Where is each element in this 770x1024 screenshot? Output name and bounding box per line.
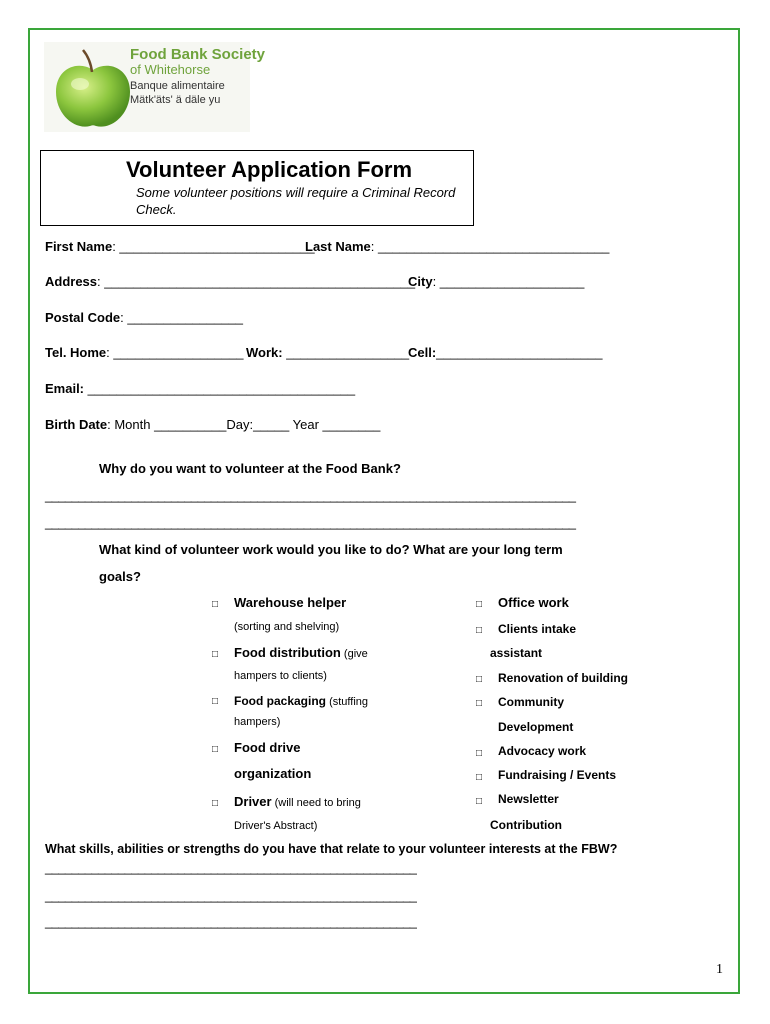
tel-home-label: Tel. Home bbox=[45, 345, 107, 360]
option-community-development-cont: Development bbox=[498, 720, 574, 734]
option-food-packaging-note-cont: hampers) bbox=[234, 716, 281, 728]
page-number: 1 bbox=[716, 962, 723, 977]
last-name-label: Last Name bbox=[305, 239, 371, 254]
postal-code-label: Postal Code bbox=[45, 310, 121, 325]
org-subtitle: of Whitehorse bbox=[130, 62, 211, 77]
last-name-field[interactable]: : ________________________________ bbox=[370, 239, 610, 254]
checkbox-warehouse[interactable]: □ bbox=[212, 599, 219, 610]
cell-row bbox=[408, 345, 602, 360]
option-driver: Driver bbox=[234, 794, 272, 809]
checkbox-fundraising[interactable]: □ bbox=[476, 772, 483, 783]
option-driver-row bbox=[234, 793, 361, 811]
org-name: Food Bank Society bbox=[130, 46, 266, 63]
first-name-field[interactable]: : ___________________________ bbox=[112, 239, 315, 254]
work-phone-label: Work: bbox=[246, 345, 283, 360]
option-warehouse-note: (sorting and shelving) bbox=[234, 621, 340, 633]
option-renovation: Renovation of building bbox=[498, 671, 628, 685]
option-food-packaging-note: (stuffing bbox=[326, 696, 369, 708]
option-advocacy-work: Advocacy work bbox=[498, 744, 587, 758]
option-newsletter-cont: Contribution bbox=[490, 818, 562, 832]
address-field[interactable]: : ___________________________________________ bbox=[97, 274, 416, 289]
city-row bbox=[408, 274, 584, 289]
form-title: Volunteer Application Form bbox=[126, 157, 413, 182]
option-clients-intake: Clients intake bbox=[498, 622, 577, 636]
checkbox-renovation[interactable]: □ bbox=[476, 674, 483, 685]
question-kind-of-work: What kind of volunteer work would you like to do? What are your long term bbox=[99, 542, 563, 557]
question-skills: What skills, abilities or strengths do you have that relate to your volunteer interests at the FBW? bbox=[45, 842, 618, 856]
skills-answer-line-1[interactable]: ________________________________________________________ bbox=[45, 860, 417, 875]
birth-date-label: Birth Date bbox=[45, 417, 108, 432]
birth-date-field[interactable]: : Month __________Day:_____ Year ________ bbox=[107, 417, 381, 432]
option-food-drive-cont: organization bbox=[234, 766, 312, 781]
checkbox-food-packaging[interactable]: □ bbox=[212, 696, 219, 707]
tel-home-field[interactable]: : __________________ bbox=[106, 345, 244, 360]
work-row bbox=[246, 345, 409, 360]
option-food-drive: Food drive bbox=[234, 740, 301, 755]
checkbox-office-work[interactable]: □ bbox=[476, 599, 483, 610]
first-name-label: First Name bbox=[45, 239, 113, 254]
postal-row bbox=[45, 310, 243, 325]
checkbox-clients-intake[interactable]: □ bbox=[476, 625, 483, 636]
work-phone-field[interactable]: _________________ bbox=[282, 345, 410, 360]
option-food-distribution-note-cont: hampers to clients) bbox=[234, 670, 327, 682]
postal-code-field[interactable]: : ________________ bbox=[120, 310, 244, 325]
option-clients-intake-cont: assistant bbox=[490, 646, 543, 660]
tel-home-row bbox=[45, 345, 244, 360]
org-name-southern-tutchone: Mätk'äts' ä däle yu bbox=[130, 94, 221, 106]
cell-phone-label: Cell: bbox=[408, 345, 437, 360]
option-food-packaging-row bbox=[234, 692, 368, 710]
checkbox-food-distribution[interactable]: □ bbox=[212, 649, 219, 660]
org-name-french: Banque alimentaire bbox=[130, 80, 225, 92]
option-food-distribution-note: (give bbox=[340, 648, 368, 660]
checkbox-driver[interactable]: □ bbox=[212, 798, 219, 809]
skills-answer-line-2[interactable]: ________________________________________________________ bbox=[45, 888, 417, 903]
option-food-distribution-row bbox=[234, 644, 368, 662]
answer-line-1[interactable]: ________________________________________________________________________________ bbox=[45, 488, 576, 503]
skills-answer-line-3[interactable]: ________________________________________________________ bbox=[45, 914, 417, 929]
option-newsletter: Newsletter bbox=[498, 792, 559, 806]
question-kind-of-work-cont: goals? bbox=[99, 569, 141, 584]
name-row bbox=[45, 239, 315, 254]
city-label: City bbox=[408, 274, 433, 289]
option-fundraising-events: Fundraising / Events bbox=[498, 768, 617, 782]
address-row bbox=[45, 274, 415, 289]
option-food-packaging: Food packaging bbox=[234, 694, 327, 708]
checkbox-advocacy[interactable]: □ bbox=[476, 748, 483, 759]
criminal-record-note: Some volunteer positions will require a Criminal Record Check. bbox=[136, 185, 456, 217]
answer-line-2[interactable]: ________________________________________________________________________________ bbox=[45, 515, 576, 530]
option-warehouse-helper: Warehouse helper bbox=[234, 595, 347, 610]
last-name-row bbox=[305, 239, 609, 254]
address-label: Address bbox=[45, 274, 98, 289]
city-field[interactable]: : ____________________ bbox=[432, 274, 585, 289]
option-driver-note: (will need to bring bbox=[271, 797, 361, 809]
cell-phone-field[interactable]: _______________________ bbox=[436, 345, 603, 360]
birth-date-row bbox=[45, 417, 380, 432]
checkbox-newsletter[interactable]: □ bbox=[476, 796, 483, 807]
question-why-volunteer: Why do you want to volunteer at the Food Bank? bbox=[99, 461, 401, 476]
apple-icon bbox=[50, 46, 136, 132]
email-row bbox=[45, 381, 355, 396]
email-field[interactable]: _____________________________________ bbox=[84, 381, 356, 396]
option-food-distribution: Food distribution bbox=[234, 645, 341, 660]
checkbox-community-development[interactable]: □ bbox=[476, 698, 483, 709]
option-office-work: Office work bbox=[498, 595, 569, 610]
option-community-development: Community bbox=[498, 695, 564, 709]
checkbox-food-drive[interactable]: □ bbox=[212, 744, 219, 755]
option-driver-note-cont: Driver's Abstract) bbox=[234, 820, 318, 832]
email-label: Email: bbox=[45, 381, 85, 396]
